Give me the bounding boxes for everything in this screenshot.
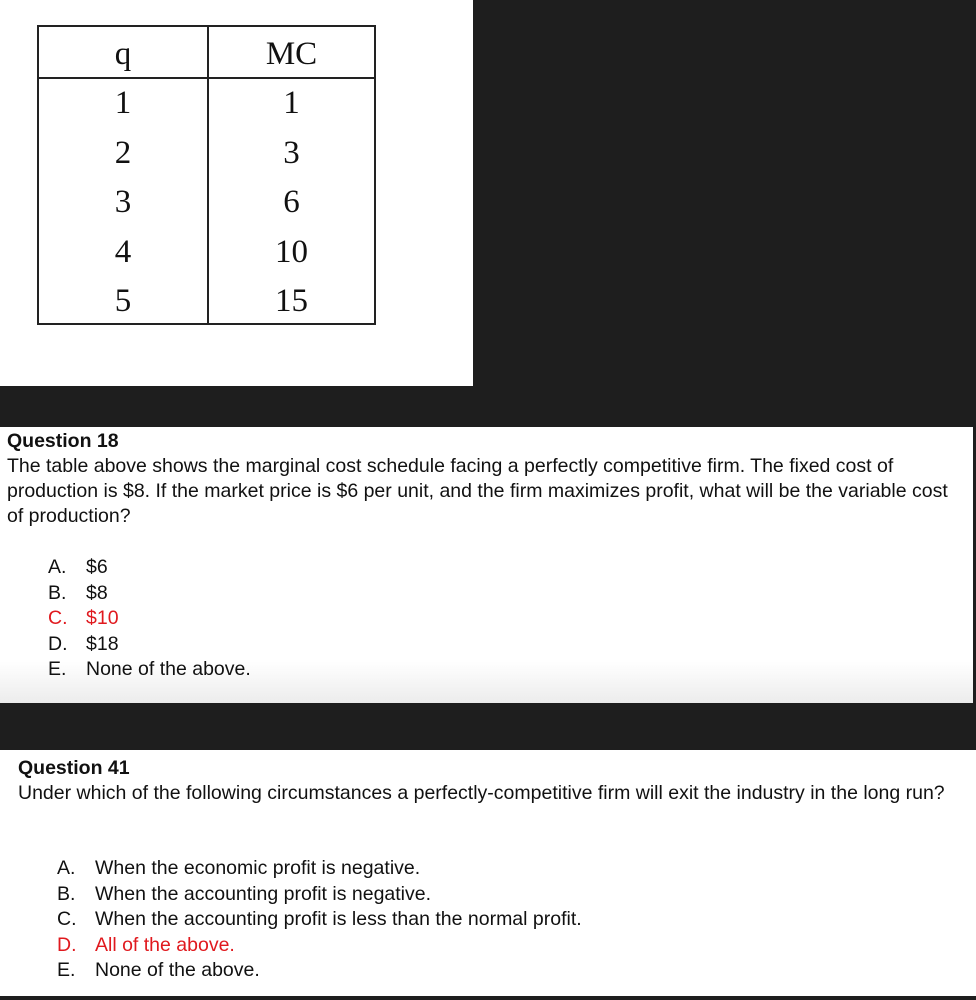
mc-cell: 3: [283, 134, 300, 171]
option-d-highlighted[interactable]: D. All of the above.: [57, 933, 235, 956]
q-cell: 5: [114, 283, 132, 319]
option-e[interactable]: E. None of the above.: [57, 959, 260, 981]
option-c[interactable]: C. When the accounting profit is less than the normal profit.: [57, 908, 582, 930]
answer-options: [57, 856, 582, 984]
option-e[interactable]: E. None of the above.: [48, 658, 251, 680]
mc-column: [209, 27, 374, 323]
mc-cell: 15: [275, 283, 308, 319]
option-a[interactable]: A. $6: [48, 556, 108, 578]
q-header: q: [39, 27, 207, 79]
q-cell: 2: [114, 134, 132, 171]
question-title: Question 41: [18, 757, 130, 779]
option-b[interactable]: B. $8: [48, 581, 108, 604]
option-c-highlighted[interactable]: C. $10: [48, 607, 119, 629]
q-cell: 3: [114, 184, 132, 220]
mc-table-panel: [0, 0, 473, 386]
question-title: Question 18: [7, 430, 119, 452]
mc-header: MC: [209, 27, 374, 79]
marginal-cost-table: [37, 25, 376, 325]
mc-cell: 10: [275, 233, 308, 270]
q-column: [39, 27, 209, 323]
option-b[interactable]: B. When the accounting profit is negative.: [57, 882, 432, 905]
option-d[interactable]: D. $18: [48, 632, 119, 655]
question-text: Under which of the following circumstances a perfectly-competitive firm will exit the industry in the long run?: [18, 782, 945, 804]
q-cell: 1: [114, 85, 132, 121]
answer-options: [48, 555, 251, 683]
question-text: The table above shows the marginal cost schedule facing a perfectly competitive firm. The fixed cost of production is $8. If the market price is $6 per unit, and the firm maximizes profit, what will be the variable cost of production?: [7, 455, 948, 527]
mc-cell: 6: [283, 184, 300, 220]
question-18-panel: [0, 427, 973, 703]
question-41-panel: [0, 750, 976, 996]
mc-cell: 1: [283, 85, 300, 121]
q-cell: 4: [114, 233, 132, 270]
option-a[interactable]: A. When the economic profit is negative.: [57, 857, 421, 879]
